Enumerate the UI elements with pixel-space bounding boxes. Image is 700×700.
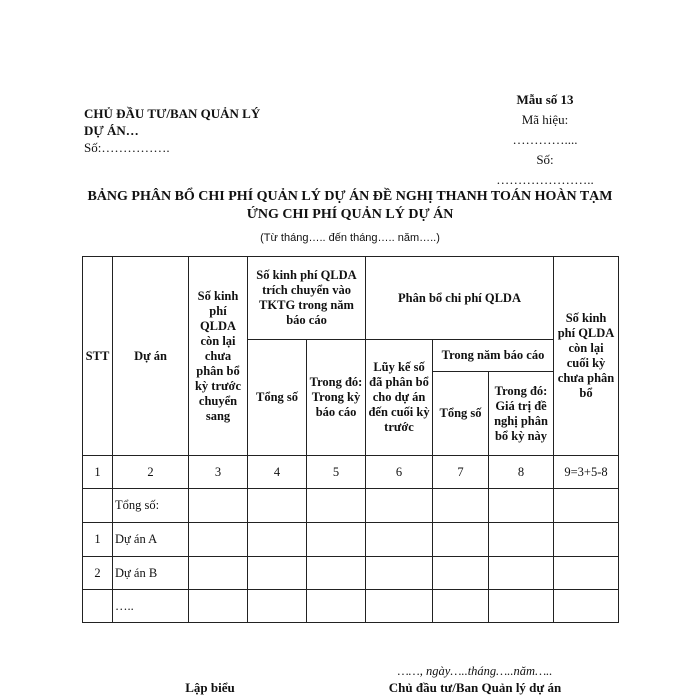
col-number: 6 <box>366 456 433 489</box>
col-number: 8 <box>489 456 554 489</box>
form-number: Mẫu số 13 <box>516 92 574 107</box>
row-name: Dự án A <box>113 523 189 557</box>
column-number-row <box>83 456 619 489</box>
owner-line-2: DỰ ÁN… <box>84 123 139 138</box>
header-total: Tổng số <box>248 340 307 456</box>
row-stt: 2 <box>83 557 113 590</box>
col-number: 9=3+5-8 <box>554 456 619 489</box>
col-number: 2 <box>113 456 189 489</box>
col-number: 4 <box>248 456 307 489</box>
header-stt: STT <box>83 257 113 456</box>
table-row <box>83 523 619 557</box>
table-row <box>83 557 619 590</box>
header-right <box>490 90 600 190</box>
title-line-1: BẢNG PHÂN BỔ CHI PHÍ QUẢN LÝ DỰ ÁN ĐỀ NGHỊ THANH TOÁN HOÀN TẠM <box>87 189 613 204</box>
col-number: 7 <box>433 456 489 489</box>
document-title <box>80 188 620 224</box>
col-number: 5 <box>307 456 366 489</box>
table-row <box>83 590 619 623</box>
number-label: Số: <box>536 152 554 167</box>
header-remaining-previous: Số kinh phí QLDA còn lại chưa phân bổ kỳ trước chuyển sang <box>189 257 248 456</box>
document-number: Số:……………. <box>84 140 170 155</box>
header-in-year: Trong năm báo cáo <box>433 340 554 372</box>
number-value: ………………….. <box>496 172 594 187</box>
row-name: ….. <box>113 590 189 623</box>
header-allocation: Phân bổ chi phí QLDA <box>366 257 554 340</box>
row-stt <box>83 590 113 623</box>
header-cumulative: Lũy kế số đã phân bổ cho dự án đến cuối kỳ trước <box>366 340 433 456</box>
report-period: (Từ tháng….. đến tháng….. năm…..) <box>260 232 440 244</box>
table-row <box>83 489 619 523</box>
row-stt: 1 <box>83 523 113 557</box>
header-left <box>84 105 260 156</box>
header-value-request: Trong đó: Giá trị đề nghị phân bổ kỳ này <box>489 372 554 456</box>
allocation-table <box>82 256 619 623</box>
owner-signature-title: Chủ đầu tư/Ban Quản lý dự án <box>388 680 562 695</box>
code-label: Mã hiệu: <box>521 112 569 127</box>
signature-date: ……, ngày…..tháng…..năm….. <box>397 664 553 678</box>
header-project: Dự án <box>113 257 189 456</box>
owner-line-1: CHỦ ĐẦU TƯ/BAN QUẢN LÝ <box>84 106 261 121</box>
row-name: Tổng số: <box>113 489 189 523</box>
row-name: Dự án B <box>113 557 189 590</box>
row-stt <box>83 489 113 523</box>
header-transferred: Số kinh phí QLDA trích chuyển vào TKTG trong năm báo cáo <box>248 257 366 340</box>
code-value: ………….... <box>512 132 578 147</box>
title-line-2: ỨNG CHI PHÍ QUẢN LÝ DỰ ÁN <box>246 207 454 222</box>
col-number: 1 <box>83 456 113 489</box>
header-total-year: Tổng số <box>433 372 489 456</box>
col-number: 3 <box>189 456 248 489</box>
prepared-by-title: Lập biểu <box>185 680 235 695</box>
header-remaining-end: Số kinh phí QLDA còn lại cuối kỳ chưa phân bổ <box>554 257 619 456</box>
header-in-period: Trong đó: Trong kỳ báo cáo <box>307 340 366 456</box>
